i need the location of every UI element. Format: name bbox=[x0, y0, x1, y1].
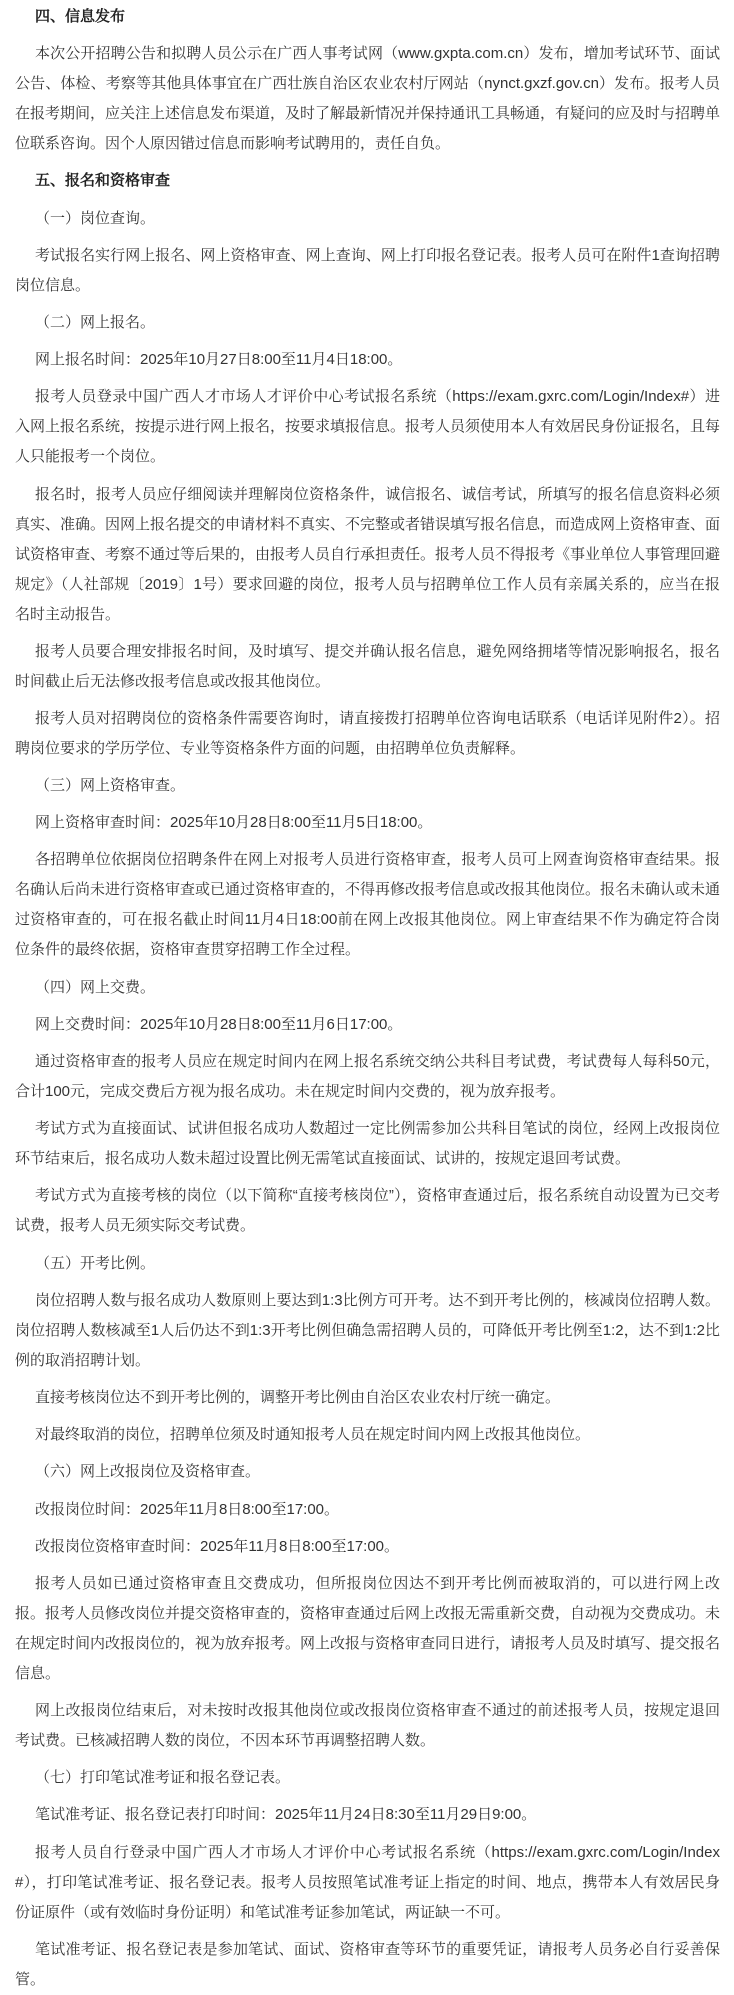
paragraph: 网上交费时间：2025年10月28日8:00至11月6日17:00。 bbox=[35, 1015, 403, 1033]
subsection-heading: （六）网上改报岗位及资格审查。 bbox=[35, 1463, 261, 1481]
paragraph: 网上报名时间：2025年10月27日8:00至11月4日18:00。 bbox=[35, 351, 403, 369]
paragraph: 网上资格审查时间：2025年10月28日8:00至11月5日18:00。 bbox=[35, 814, 433, 832]
paragraph: 考试方式为直接考核的岗位（以下简称“直接考核岗位”），资格审查通过后，报名系统自动设置为已交考试费，报考人员无须实际交考试费。 bbox=[15, 1187, 720, 1235]
paragraph: 改报岗位资格审查时间：2025年11月8日8:00至17:00。 bbox=[35, 1537, 400, 1555]
paragraph: 直接考核岗位达不到开考比例的，调整开考比例由自治区农业农村厅统一确定。 bbox=[35, 1388, 561, 1406]
paragraph: 报考人员自行登录中国广西人才市场人才评价中心考试报名系统（https://exam.gxrc.com/Login/Index#），打印笔试准考证、报名登记表。报考人员按照笔试准考证上指定的时间、地点，携带本人有效居民身份证原件（或有效临时身份证明）和笔试准考证参加笔试，两证缺一不可。 bbox=[15, 1843, 720, 1921]
paragraph: 岗位招聘人数与报名成功人数原则上要达到1:3比例方可开考。达不到开考比例的，核减岗位招聘人数。岗位招聘人数核减至1人后仍达不到1:3开考比例但确急需招聘人员的，可降低开考比例至1:2，达不到1:2比例的取消招聘计划。 bbox=[15, 1291, 720, 1369]
paragraph: 报名时，报考人员应仔细阅读并理解岗位资格条件，诚信报名、诚信考试，所填写的报名信息资料必须真实、准确。因网上报名提交的申请材料不真实、不完整或者错误填写报名信息，而造成网上资格审查、面试资格审查、考察不通过等后果的，由报考人员自行承担责任。报考人员不得报考《事业单位人事管理回避规定》（人社部规〔2019〕1号）要求回避的岗位，报考人员与招聘单位工作人员有亲属关系的，应当在报名时主动报告。 bbox=[15, 485, 721, 623]
paragraph: 报考人员登录中国广西人才市场人才评价中心考试报名系统（https://exam.gxrc.com/Login/Index#）进入网上报名系统，按提示进行网上报名，按要求填报信息。报考人员须使用本人有效居民身份证报名，且每人只能报考一个岗位。 bbox=[15, 388, 721, 466]
paragraph: 网上改报岗位结束后，对未按时改报其他岗位或改报岗位资格审查不通过的前述报考人员，按规定退回考试费。已核减招聘人数的岗位，不因本环节再调整招聘人数。 bbox=[15, 1702, 720, 1750]
paragraph: 对最终取消的岗位，招聘单位须及时通知报考人员在规定时间内网上改报其他岗位。 bbox=[35, 1426, 591, 1444]
subsection-heading: （一）岗位查询。 bbox=[35, 209, 156, 227]
paragraph: 考试报名实行网上报名、网上资格审查、网上查询、网上打印报名登记表。报考人员可在附件1查询招聘岗位信息。 bbox=[15, 246, 720, 294]
paragraph: 笔试准考证、报名登记表是参加笔试、面试、资格审查等环节的重要凭证，请报考人员务必自行妥善保管。 bbox=[15, 1940, 720, 1988]
section-heading: 五、报名和资格审查 bbox=[35, 172, 171, 190]
paragraph: 报考人员如已通过资格审查且交费成功，但所报岗位因达不到开考比例而被取消的，可以进行网上改报。报考人员修改岗位并提交资格审查的，资格审查通过后网上改报无需重新交费，自动视为交费成功。未在规定时间内改报岗位的，视为放弃报考。网上改报与资格审查同日进行，请报考人员及时填写、提交报名信息。 bbox=[15, 1574, 721, 1682]
subsection-heading: （二）网上报名。 bbox=[35, 313, 156, 331]
subsection-heading: （四）网上交费。 bbox=[35, 978, 156, 996]
paragraph: 本次公开招聘公告和拟聘人员公示在广西人事考试网（www.gxpta.com.cn）发布，增加考试环节、面试公告、体检、考察等其他具体事宜在广西壮族自治区农业农村厅网站（nynct.gxzf.gov.cn）发布。报考人员在报考期间，应关注上述信息发布渠道，及时了解最新情况并保持通讯工具畅通，有疑问的应及时与招聘单位联系咨询。因个人原因错过信息而影响考试聘用的，责任自负。 bbox=[15, 45, 721, 153]
paragraph: 报考人员要合理安排报名时间，及时填写、提交并确认报名信息，避免网络拥堵等情况影响报名，报名时间截止后无法修改报考信息或改报其他岗位。 bbox=[15, 642, 720, 690]
paragraph: 笔试准考证、报名登记表打印时间：2025年11月24日8:30至11月29日9:00。 bbox=[35, 1806, 537, 1824]
paragraph: 考试方式为直接面试、试讲但报名成功人数超过一定比例需参加公共科目笔试的岗位，经网上改报岗位环节结束后，报名成功人数未超过设置比例无需笔试直接面试、试讲的，按规定退回考试费。 bbox=[15, 1120, 720, 1168]
paragraph: 通过资格审查的报考人员应在规定时间内在网上报名系统交纳公共科目考试费，考试费每人每科50元，合计100元，完成交费后方视为报名成功。未在规定时间内交费的，视为放弃报考。 bbox=[15, 1053, 720, 1100]
paragraph: 改报岗位时间：2025年11月8日8:00至17:00。 bbox=[35, 1500, 340, 1518]
subsection-heading: （三）网上资格审查。 bbox=[35, 777, 186, 795]
subsection-heading: （五）开考比例。 bbox=[35, 1254, 156, 1272]
subsection-heading: （七）打印笔试准考证和报名登记表。 bbox=[35, 1769, 291, 1787]
paragraph: 各招聘单位依据岗位招聘条件在网上对报考人员进行资格审查，报考人员可上网查询资格审查结果。报名确认后尚未进行资格审查或已通过资格审查的，不得再修改报考信息或改报其他岗位。报名未确认或未通过资格审查的，可在报名截止时间11月4日18:00前在网上改报其他岗位。网上审查结果不作为确定符合岗位条件的最终依据，资格审查贯穿招聘工作全过程。 bbox=[15, 851, 721, 959]
paragraph: 报考人员对招聘岗位的资格条件需要咨询时，请直接拨打招聘单位咨询电话联系（电话详见附件2）。招聘岗位要求的学历学位、专业等资格条件方面的问题，由招聘单位负责解释。 bbox=[15, 709, 720, 757]
section-heading: 四、信息发布 bbox=[35, 8, 126, 25]
